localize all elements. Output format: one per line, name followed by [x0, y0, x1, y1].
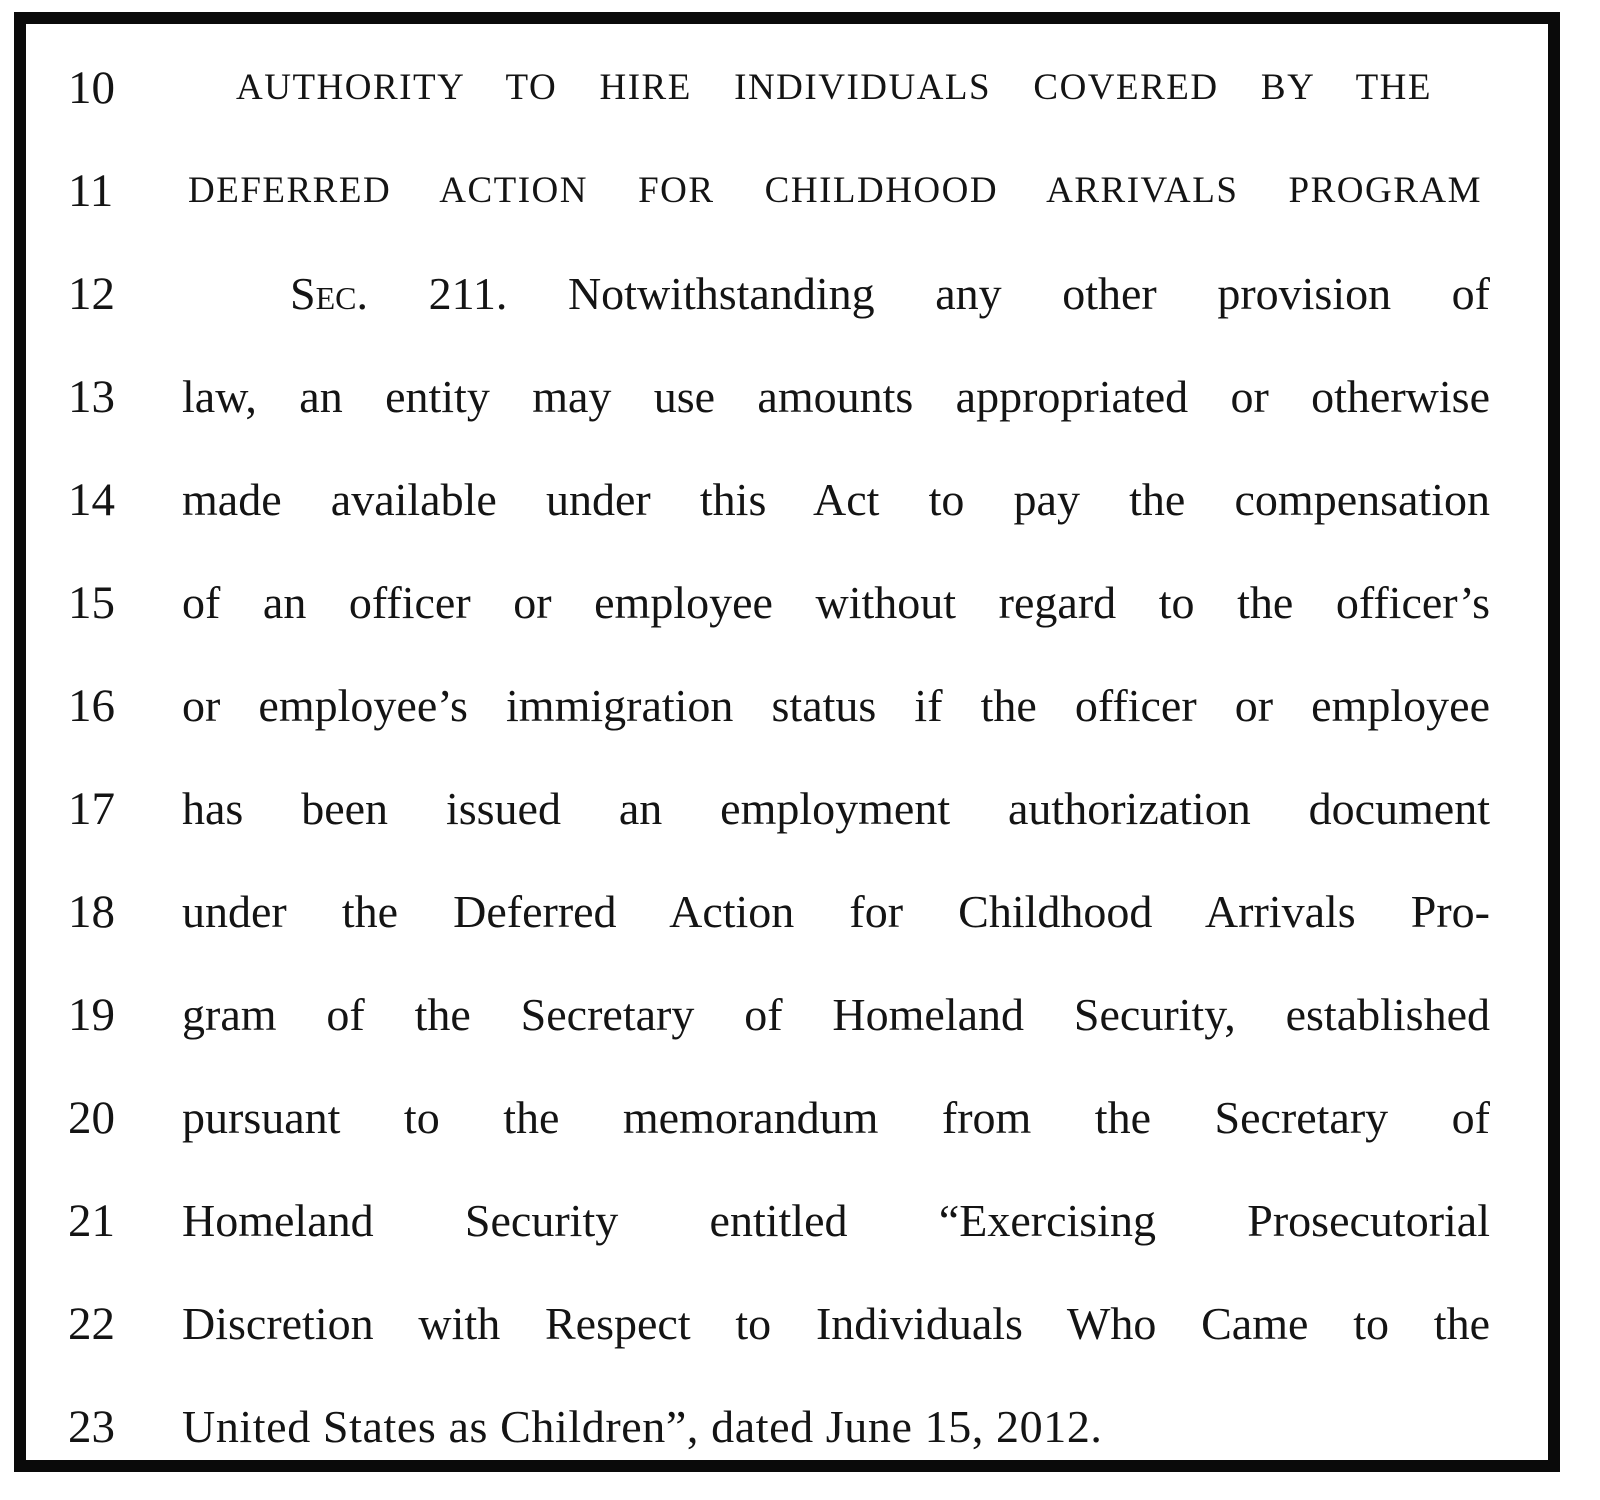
line-number: 16 — [68, 680, 115, 732]
line-number: 15 — [68, 577, 115, 629]
text-line: made available under this Act to pay the compensation — [182, 474, 1490, 525]
text-line: Homeland Security entitled “Exercising Prosecutorial — [182, 1195, 1490, 1246]
line-number: 12 — [68, 268, 115, 320]
document-frame — [14, 12, 1560, 1472]
line-16 — [26, 676, 1548, 736]
section-text-line — [290, 264, 1490, 324]
line-number: 23 — [68, 1401, 115, 1453]
line-15 — [26, 573, 1548, 633]
line-20 — [26, 1088, 1548, 1148]
section-label: Sec. — [290, 268, 368, 319]
line-number: 22 — [68, 1298, 115, 1350]
line-number: 20 — [68, 1092, 115, 1144]
line-19 — [26, 985, 1548, 1045]
text-line: has been issued an employment authorization document — [182, 783, 1490, 834]
line-number: 17 — [68, 783, 115, 835]
line-number: 13 — [68, 371, 115, 423]
line-number: 11 — [68, 165, 114, 217]
line-number: 10 — [68, 62, 115, 114]
text-line: of an officer or employee without regard to the officer’s — [182, 577, 1490, 628]
text-line: Discretion with Respect to Individuals Who Came to the — [182, 1298, 1490, 1349]
line-23 — [26, 1397, 1548, 1457]
line-number: 14 — [68, 474, 115, 526]
line-22 — [26, 1294, 1548, 1354]
line-11 — [26, 161, 1548, 221]
line-18 — [26, 882, 1548, 942]
text-line: United States as Children”, dated June 15, 2012. — [182, 1401, 1103, 1452]
text-line: under the Deferred Action for Childhood Arrivals Pro- — [182, 886, 1490, 937]
line-12 — [26, 264, 1548, 324]
line-number: 21 — [68, 1195, 115, 1247]
section-heading-line-1: AUTHORITY TO HIRE INDIVIDUALS COVERED BY THE — [236, 67, 1432, 108]
line-17 — [26, 779, 1548, 839]
text-line: law, an entity may use amounts appropriated or otherwise — [182, 371, 1490, 422]
line-number: 18 — [68, 886, 115, 938]
line-13 — [26, 367, 1548, 427]
section-text: 211. Notwithstanding any other provision of — [428, 268, 1491, 319]
section-heading-line-2: DEFERRED ACTION FOR CHILDHOOD ARRIVALS PROGRAM — [188, 170, 1482, 211]
line-14 — [26, 470, 1548, 530]
text-line: pursuant to the memorandum from the Secretary of — [182, 1092, 1490, 1143]
text-line: or employee’s immigration status if the officer or employee — [182, 680, 1490, 731]
line-10 — [26, 58, 1548, 118]
line-21 — [26, 1191, 1548, 1251]
line-number: 19 — [68, 989, 115, 1041]
text-line: gram of the Secretary of Homeland Security, established — [182, 989, 1490, 1040]
